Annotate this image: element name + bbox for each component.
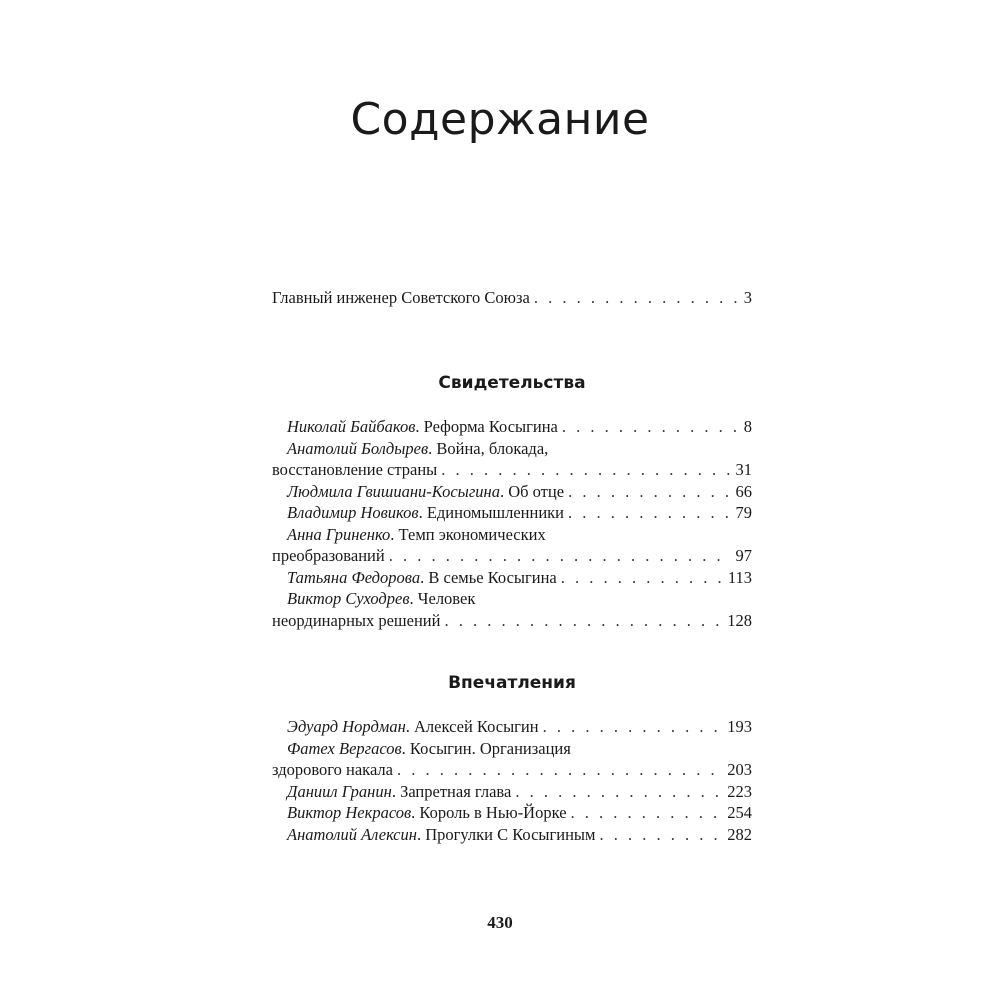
toc-page-number: 97 <box>735 546 752 565</box>
dot-leader <box>515 781 723 803</box>
toc-entry-author: Фатех Вергасов <box>287 738 402 758</box>
toc-entry-author: Эдуард Нордман <box>287 717 406 736</box>
toc-page-number: 113 <box>727 567 752 587</box>
toc-page-number: 3 <box>743 288 752 307</box>
toc-page-number: 79 <box>735 503 752 522</box>
toc-entry-author: Виктор Некрасов <box>287 803 412 822</box>
toc-entry <box>272 502 752 524</box>
dot-leader <box>444 610 723 632</box>
toc-entry-title: Война, блокада, <box>436 438 549 458</box>
page-title: Содержание <box>350 94 650 145</box>
toc-intro <box>272 287 752 309</box>
toc-entry-separator: . <box>418 503 427 522</box>
toc-page-number: 8 <box>743 417 752 436</box>
toc-entry-author: Даниил Гранин <box>287 781 392 801</box>
toc-entry-title: Человек <box>417 589 476 608</box>
dot-leader <box>568 502 731 524</box>
toc-page-number: 31 <box>735 460 752 479</box>
toc-entry <box>272 781 752 803</box>
toc-entry-separator: . <box>390 524 399 544</box>
toc-entry <box>272 567 752 589</box>
toc-page-number: 66 <box>735 481 752 501</box>
toc-page-number: 282 <box>727 824 752 844</box>
dot-leader <box>397 759 723 781</box>
toc-page-number: 128 <box>727 610 752 630</box>
toc-entry-title-continued: неординарных решений <box>272 610 441 630</box>
toc-entry <box>272 588 752 631</box>
toc-entry-title-continued: здорового накала <box>272 760 393 779</box>
toc-entry-author: Анатолий Алексин <box>287 824 417 844</box>
toc-entry-title: Об отце <box>508 481 565 501</box>
toc-page-number: 223 <box>727 781 752 801</box>
toc-entry-separator: . <box>409 589 418 608</box>
toc-entry-author: Анна Гриненко <box>287 524 391 544</box>
page-number: 430 <box>487 913 513 932</box>
dot-leader <box>571 802 724 824</box>
toc-entry-title: Косыгин. Организация <box>409 738 571 758</box>
toc-entry-title: Главный инженер Советского Союза <box>272 288 530 307</box>
toc-page-number: 193 <box>727 717 752 736</box>
section-heading-impressions: Впечатления <box>448 673 576 693</box>
toc-entry-author: Владимир Новиков <box>287 503 419 522</box>
section-heading-testimonies: Свидетельства <box>438 373 586 393</box>
dot-leader <box>543 716 724 738</box>
toc-entry-title: Единомышленники <box>426 503 565 522</box>
toc-entry <box>272 287 752 309</box>
toc-entry-author: Анатолий Болдырев <box>287 438 429 458</box>
toc-entry-author: Николай Байбаков <box>287 417 416 436</box>
dot-leader <box>568 481 731 503</box>
toc-entry-author: Виктор Суходрев <box>287 589 410 608</box>
toc-entry-title-continued: преобразований <box>272 546 385 565</box>
toc-page-number: 203 <box>727 760 752 779</box>
toc-entry <box>272 716 752 738</box>
toc-entry-title: Алексей Косыгин <box>414 717 539 736</box>
toc-entry <box>272 824 752 846</box>
toc-entry-title: Темп экономических <box>398 524 546 544</box>
toc-entry-title-continued: восстановление страны <box>272 460 438 479</box>
toc-entry-title: Прогулки С Косыгиным <box>425 824 596 844</box>
toc-entry-separator: . <box>401 738 410 758</box>
toc-entry <box>272 438 752 481</box>
dot-leader <box>389 545 732 567</box>
toc-entry-title: Реформа Косыгина <box>423 417 558 436</box>
toc-section-testimonies <box>272 416 752 631</box>
toc-entry <box>272 416 752 438</box>
toc-entry-author: Татьяна Федорова <box>287 567 421 587</box>
toc-page-number: 254 <box>727 803 752 822</box>
dot-leader <box>599 824 723 846</box>
dot-leader <box>441 459 731 481</box>
toc-entry-separator: . <box>499 481 509 501</box>
toc-entry-separator: . <box>391 781 401 801</box>
toc-entry-separator: . <box>415 417 424 436</box>
toc-entry <box>272 481 752 503</box>
toc-entry-title: Запретная глава <box>400 781 512 801</box>
dot-leader <box>562 416 740 438</box>
toc-entry-separator: . <box>420 567 429 587</box>
toc-entry-separator: . <box>405 717 415 736</box>
dot-leader <box>561 567 724 589</box>
toc-entry-separator: . <box>411 803 420 822</box>
toc-entry-separator: . <box>416 824 426 844</box>
toc-entry-separator: . <box>428 438 437 458</box>
toc-entry <box>272 524 752 567</box>
toc-entry-author: Людмила Гвишиани-Косыгина <box>287 481 500 501</box>
toc-entry <box>272 738 752 781</box>
dot-leader <box>534 287 740 309</box>
toc-entry <box>272 802 752 824</box>
toc-entry-title: Король в Нью-Йорке <box>419 803 567 822</box>
toc-entry-title: В семье Косыгина <box>428 567 557 587</box>
toc-section-impressions <box>272 716 752 845</box>
